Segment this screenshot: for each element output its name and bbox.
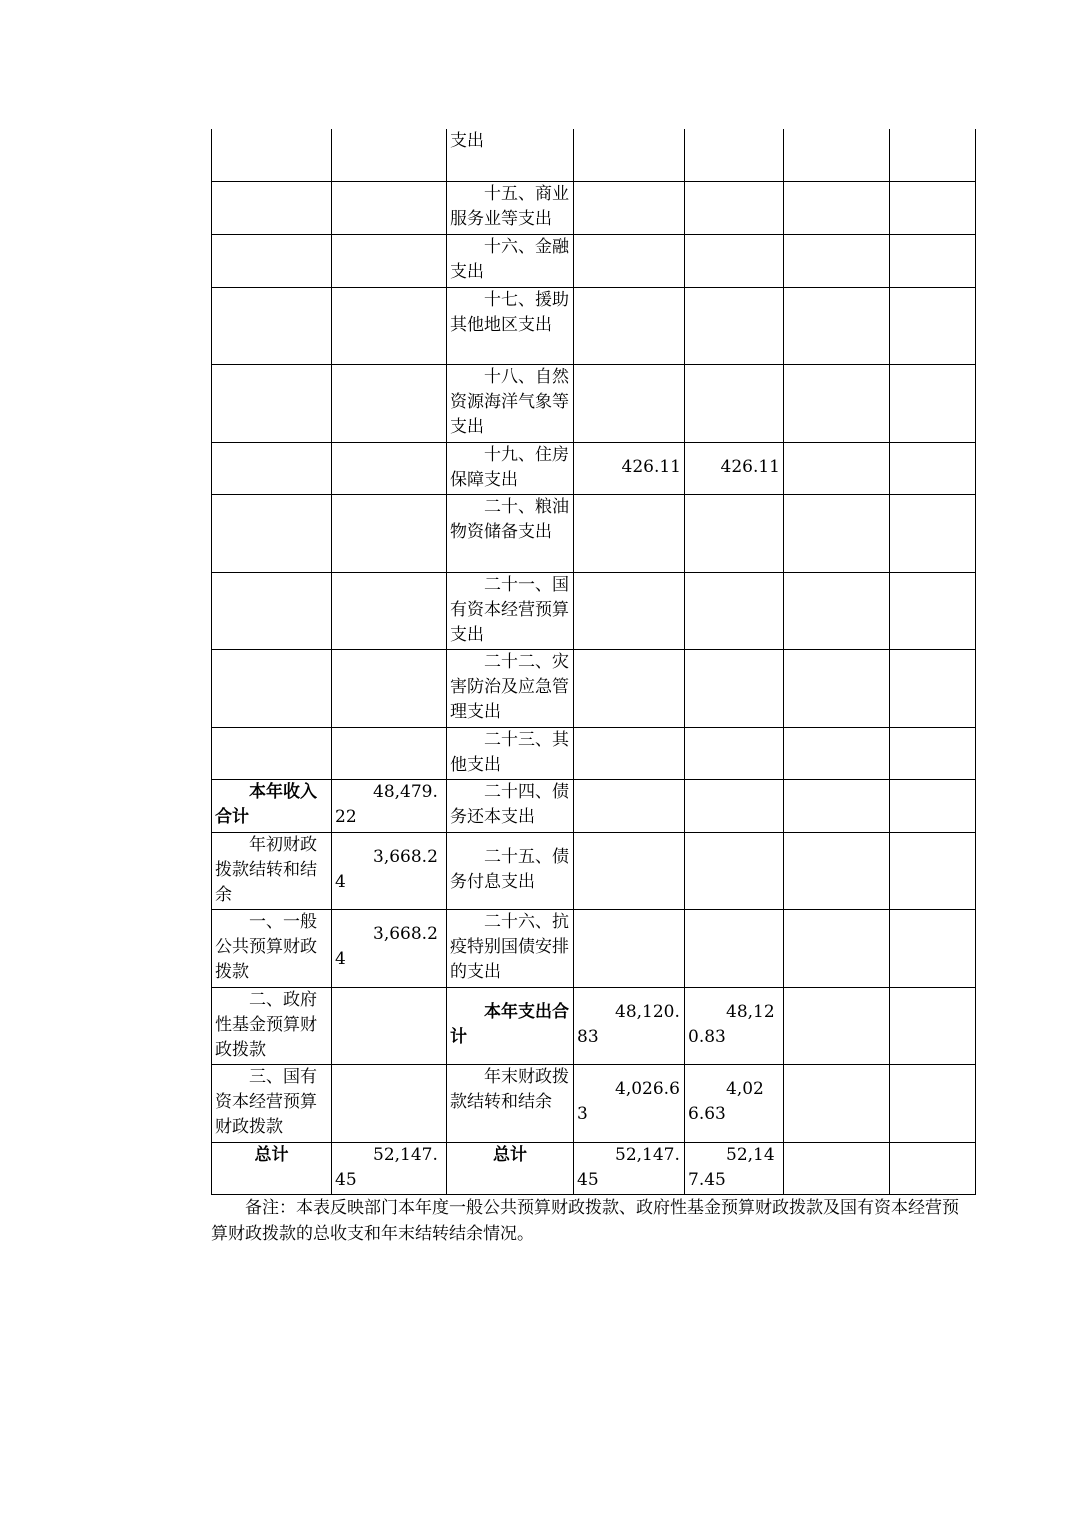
exp-general-cell xyxy=(685,832,784,909)
exp-fund-cell xyxy=(784,181,890,234)
income-label-cell: 二、政府性基金预算财政拨款 xyxy=(212,987,332,1064)
exp-fund-cell xyxy=(784,129,890,181)
income-value-cell xyxy=(332,442,447,494)
exp-state-cell xyxy=(890,287,976,364)
exp-total-cell xyxy=(574,234,685,287)
exp-total-cell: 52,147.45 xyxy=(574,1142,685,1194)
expense-label-cell: 二十五、债务付息支出 xyxy=(447,832,574,909)
income-label-cell xyxy=(212,649,332,727)
exp-fund-cell xyxy=(784,234,890,287)
exp-state-cell xyxy=(890,494,976,572)
exp-general-cell: 4,026.63 xyxy=(685,1064,784,1142)
income-value-cell xyxy=(332,727,447,779)
income-value-cell xyxy=(332,129,447,181)
income-label-cell xyxy=(212,442,332,494)
income-value-cell xyxy=(332,572,447,649)
exp-state-cell xyxy=(890,779,976,832)
table-row xyxy=(212,234,976,287)
income-label-cell xyxy=(212,234,332,287)
table-row xyxy=(212,909,976,987)
exp-total-cell: 426.11 xyxy=(574,442,685,494)
expense-label-cell: 支出 xyxy=(447,129,574,181)
income-value-cell: 3,668.24 xyxy=(332,832,447,909)
table-row xyxy=(212,129,976,181)
table-row xyxy=(212,832,976,909)
exp-general-cell xyxy=(685,129,784,181)
exp-general-cell xyxy=(685,287,784,364)
expense-label-cell: 二十一、国有资本经营预算支出 xyxy=(447,572,574,649)
exp-general-cell: 426.11 xyxy=(685,442,784,494)
expense-label-cell: 十七、援助其他地区支出 xyxy=(447,287,574,364)
exp-total-cell xyxy=(574,727,685,779)
exp-fund-cell xyxy=(784,364,890,442)
income-value-cell xyxy=(332,649,447,727)
exp-total-cell xyxy=(574,364,685,442)
exp-state-cell xyxy=(890,987,976,1064)
expense-label-cell: 二十、粮油物资储备支出 xyxy=(447,494,574,572)
income-label-cell: 一、一般公共预算财政拨款 xyxy=(212,909,332,987)
exp-general-cell xyxy=(685,909,784,987)
income-label-cell: 本年收入合计 xyxy=(212,779,332,832)
exp-total-cell xyxy=(574,832,685,909)
exp-total-cell xyxy=(574,572,685,649)
expense-label-cell: 十八、自然资源海洋气象等支出 xyxy=(447,364,574,442)
table-row xyxy=(212,727,976,779)
table-row xyxy=(212,572,976,649)
expense-label-cell: 二十二、灾害防治及应急管理支出 xyxy=(447,649,574,727)
exp-state-cell xyxy=(890,727,976,779)
table-row xyxy=(212,181,976,234)
exp-state-cell xyxy=(890,181,976,234)
income-value-cell: 52,147.45 xyxy=(332,1142,447,1194)
income-value-cell xyxy=(332,494,447,572)
expense-label-cell: 十六、金融支出 xyxy=(447,234,574,287)
exp-general-cell xyxy=(685,727,784,779)
income-value-cell: 3,668.24 xyxy=(332,909,447,987)
exp-state-cell xyxy=(890,832,976,909)
exp-total-cell xyxy=(574,494,685,572)
exp-fund-cell xyxy=(784,909,890,987)
expense-label-cell: 二十四、债务还本支出 xyxy=(447,779,574,832)
income-value-cell: 48,479.22 xyxy=(332,779,447,832)
expense-label-cell: 总计 xyxy=(447,1142,574,1194)
income-label-cell xyxy=(212,572,332,649)
exp-fund-cell xyxy=(784,1142,890,1194)
table-row xyxy=(212,442,976,494)
exp-fund-cell xyxy=(784,649,890,727)
table-row xyxy=(212,987,976,1064)
exp-total-cell: 4,026.63 xyxy=(574,1064,685,1142)
exp-general-cell xyxy=(685,181,784,234)
exp-fund-cell xyxy=(784,442,890,494)
table-row xyxy=(212,1064,976,1142)
exp-general-cell xyxy=(685,494,784,572)
exp-total-cell: 48,120.83 xyxy=(574,987,685,1064)
exp-state-cell xyxy=(890,572,976,649)
exp-total-cell xyxy=(574,181,685,234)
expense-label-cell: 十九、住房保障支出 xyxy=(447,442,574,494)
expense-label-cell: 二十三、其他支出 xyxy=(447,727,574,779)
table-note: 备注：本表反映部门本年度一般公共预算财政拨款、政府性基金预算财政拨款及国有资本经营预算财政拨款的总收支和年末结转结余情况。 xyxy=(211,1198,959,1244)
exp-state-cell xyxy=(890,1142,976,1194)
income-value-cell xyxy=(332,1064,447,1142)
exp-fund-cell xyxy=(784,287,890,364)
exp-total-cell xyxy=(574,129,685,181)
exp-total-cell xyxy=(574,779,685,832)
expense-label-cell: 十五、商业服务业等支出 xyxy=(447,181,574,234)
expense-label-cell: 二十六、抗疫特别国债安排的支出 xyxy=(447,909,574,987)
exp-total-cell xyxy=(574,649,685,727)
exp-fund-cell xyxy=(784,494,890,572)
income-label-cell xyxy=(212,727,332,779)
exp-general-cell xyxy=(685,234,784,287)
expense-label-cell: 年末财政拨款结转和结余 xyxy=(447,1064,574,1142)
exp-fund-cell xyxy=(784,987,890,1064)
exp-general-cell xyxy=(685,572,784,649)
income-label-cell: 三、国有资本经营预算财政拨款 xyxy=(212,1064,332,1142)
income-label-cell xyxy=(212,287,332,364)
income-label-cell xyxy=(212,129,332,181)
exp-state-cell xyxy=(890,234,976,287)
exp-general-cell: 52,147.45 xyxy=(685,1142,784,1194)
exp-general-cell xyxy=(685,649,784,727)
income-value-cell xyxy=(332,287,447,364)
income-value-cell xyxy=(332,234,447,287)
table-row xyxy=(212,494,976,572)
income-label-cell xyxy=(212,494,332,572)
exp-state-cell xyxy=(890,364,976,442)
exp-state-cell xyxy=(890,909,976,987)
exp-state-cell xyxy=(890,1064,976,1142)
exp-fund-cell xyxy=(784,779,890,832)
exp-total-cell xyxy=(574,287,685,364)
income-label-cell xyxy=(212,181,332,234)
exp-general-cell xyxy=(685,779,784,832)
exp-general-cell xyxy=(685,364,784,442)
exp-total-cell xyxy=(574,909,685,987)
income-value-cell xyxy=(332,364,447,442)
income-label-cell xyxy=(212,364,332,442)
table-row xyxy=(212,649,976,727)
budget-table xyxy=(211,129,976,1195)
table-row xyxy=(212,779,976,832)
exp-state-cell xyxy=(890,129,976,181)
income-label-cell: 总计 xyxy=(212,1142,332,1194)
exp-fund-cell xyxy=(784,572,890,649)
exp-fund-cell xyxy=(784,727,890,779)
exp-state-cell xyxy=(890,442,976,494)
income-value-cell xyxy=(332,181,447,234)
exp-state-cell xyxy=(890,649,976,727)
income-label-cell: 年初财政拨款结转和结余 xyxy=(212,832,332,909)
expense-label-cell: 本年支出合计 xyxy=(447,987,574,1064)
table-row xyxy=(212,1142,976,1194)
table-row xyxy=(212,364,976,442)
exp-fund-cell xyxy=(784,832,890,909)
exp-fund-cell xyxy=(784,1064,890,1142)
exp-general-cell: 48,120.83 xyxy=(685,987,784,1064)
table-row xyxy=(212,287,976,364)
income-value-cell xyxy=(332,987,447,1064)
